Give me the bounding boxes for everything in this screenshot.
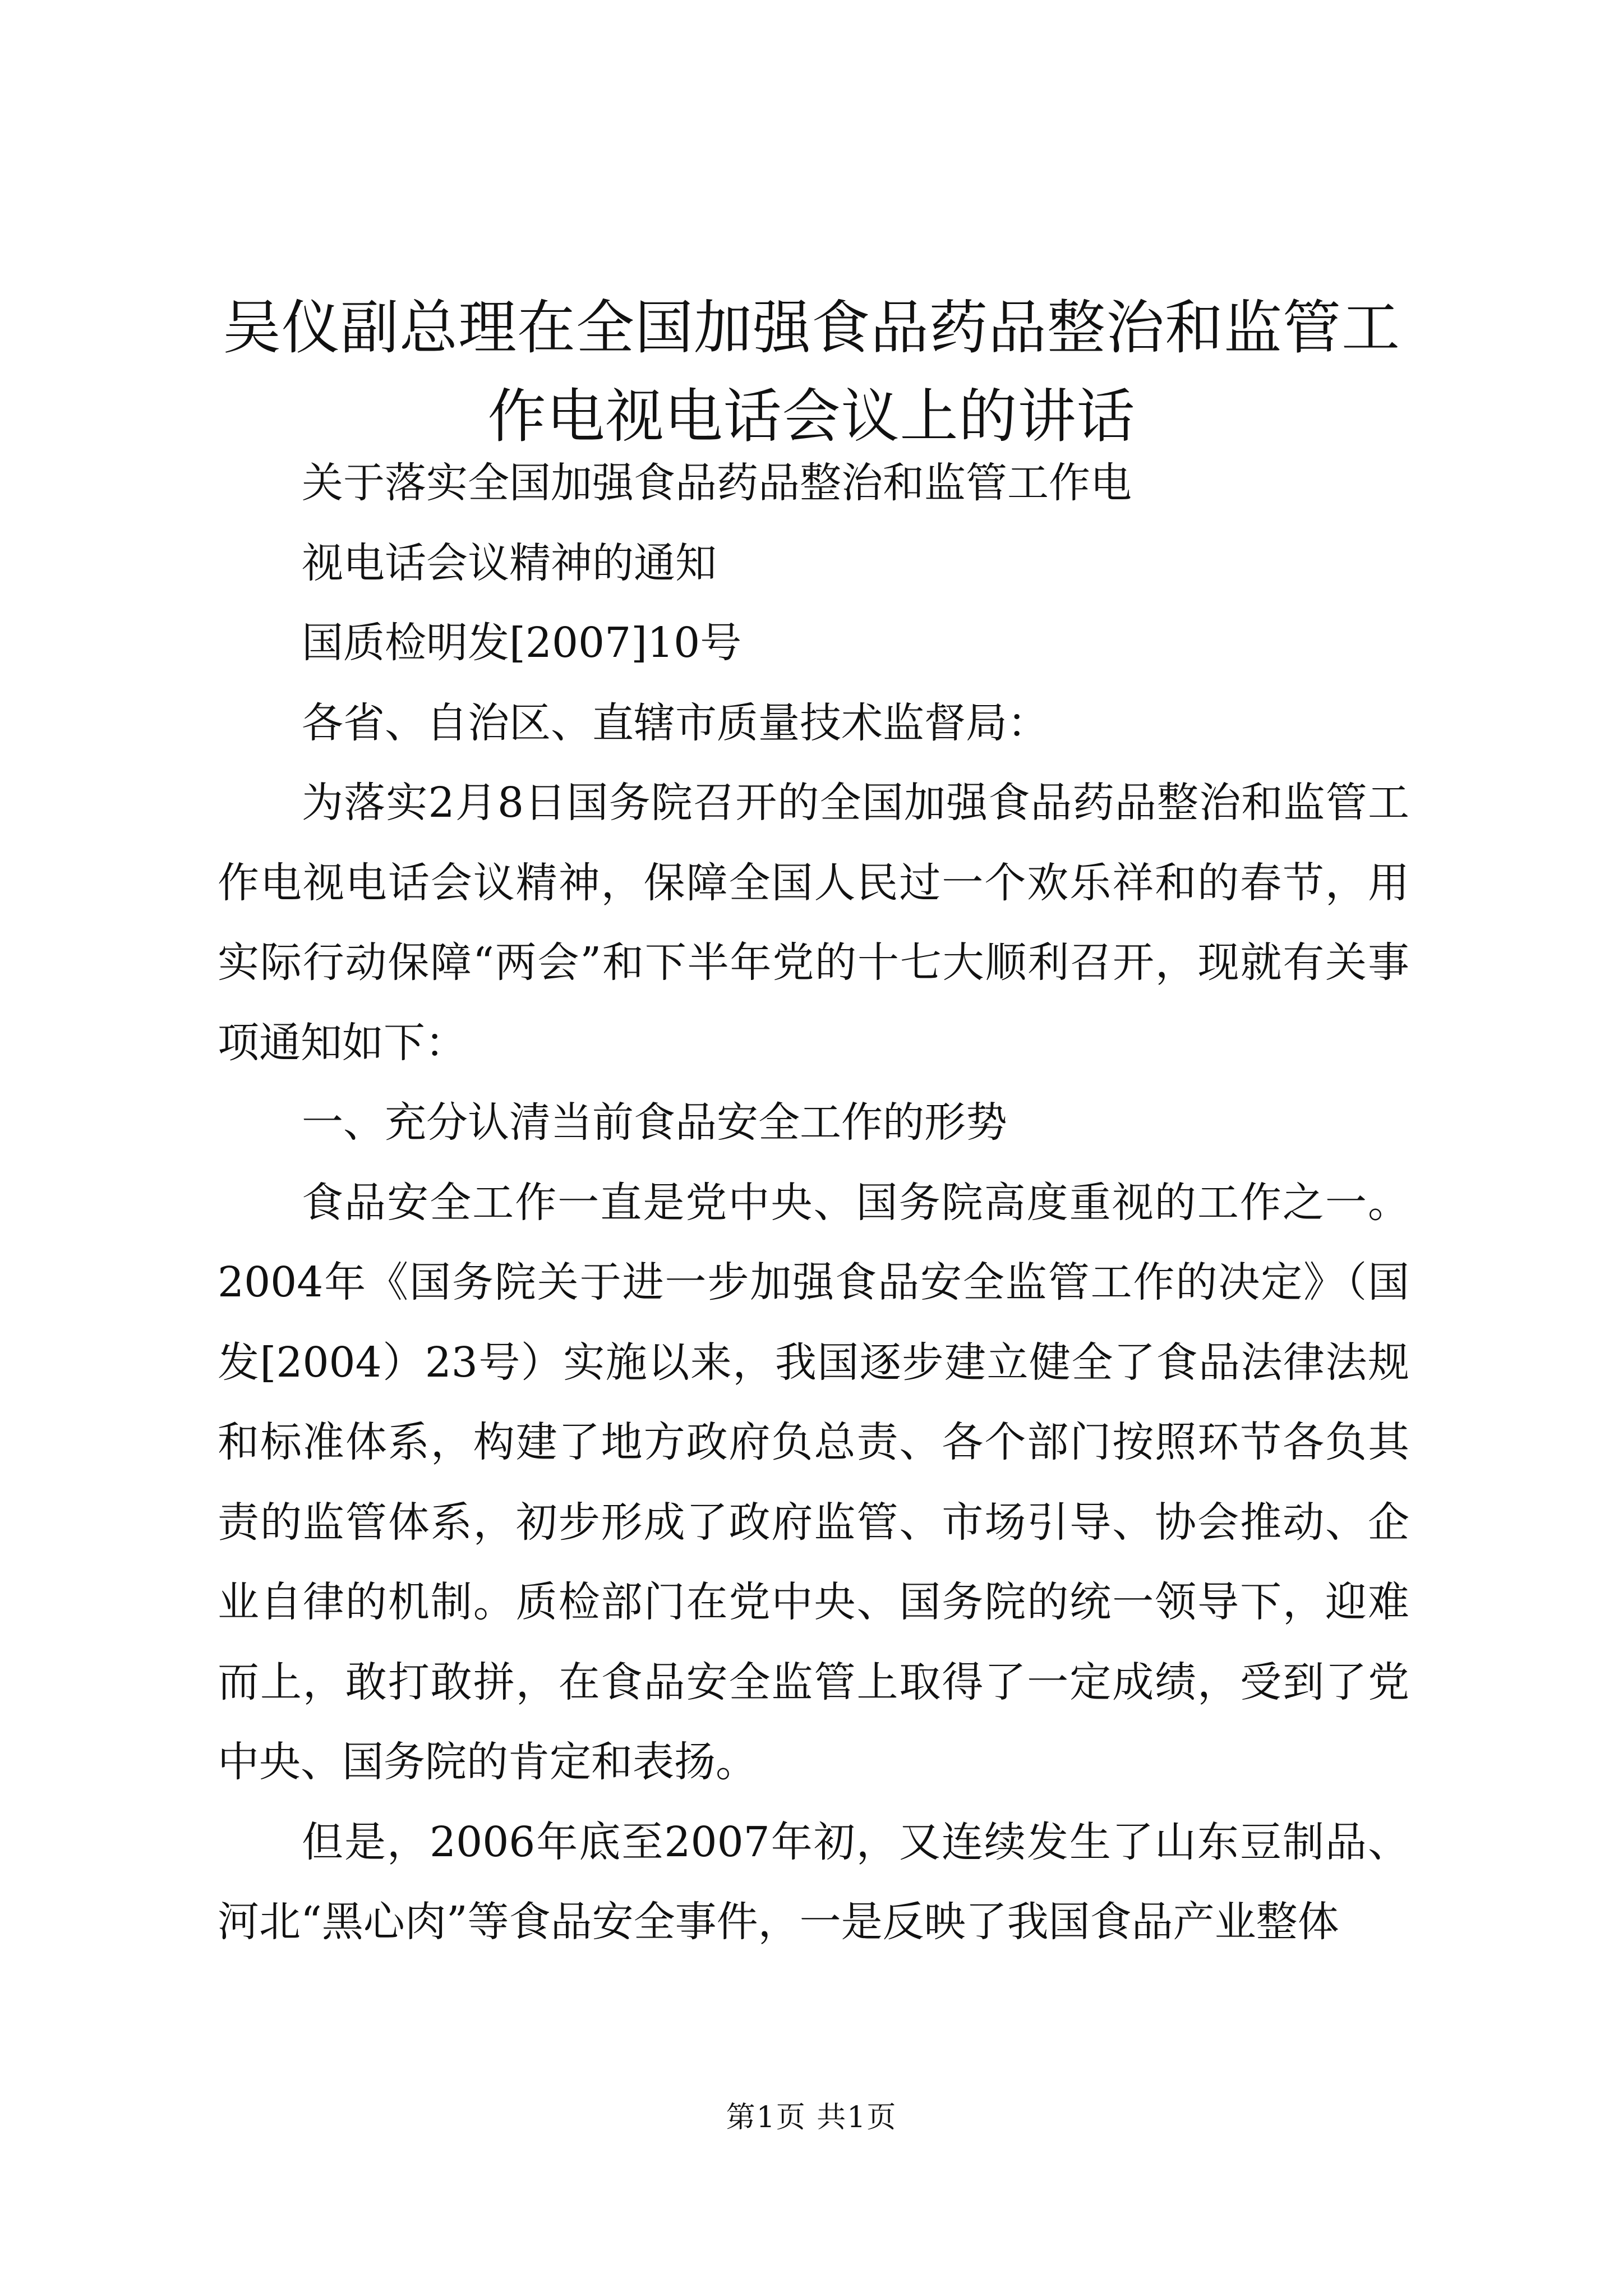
addressee: 各省、自治区、直辖市质量技术监督局：: [302, 698, 1049, 747]
notice-title-line-1: 关于落实全国加强食品药品整治和监管工作电: [302, 459, 1132, 507]
section-heading: 一、充分认清当前食品安全工作的形势: [302, 1098, 1007, 1147]
document-body: [218, 443, 1409, 1962]
notice-title-line-2: 视电话会议精神的通知: [302, 539, 717, 587]
body-paragraph: 但是，2006年底至2007年初，又连续发生了山东豆制品、河北“黑心肉”等食品安全事件，一是反映了我国食品产业整体: [218, 1818, 1409, 1946]
document-title: 吴仪副总理在全国加强食品药品整治和监管工作电视电话会议上的讲话: [222, 293, 1400, 450]
page-footer: 第1页 共1页: [726, 2101, 897, 2134]
document-number: 国质检明发[2007]10号: [302, 619, 742, 667]
intro-paragraph: 为落实2月8日国务院召开的全国加强食品药品整治和监管工作电视电话会议精神，保障全国人民过一个欢乐祥和的春节，用实际行动保障“两会”和下半年党的十七大顺利召开，现就有关事项通知如下：: [218, 779, 1409, 1067]
body-paragraph: 食品安全工作一直是党中央、国务院高度重视的工作之一。2004年《国务院关于进一步加强食品安全监管工作的决定》（国发[2004）23号）实施以来，我国逐步建立健全了食品法律法规和标准体系，构建了地方政府负总责、各个部门按照环节各负其责的监管体系，初步形成了政府监管、市场引导、协会推动、企业自律的机制。质检部门在党中央、国务院的统一领导下，迎难而上，敢打敢拼，在食品安全监管上取得了一定成绩，受到了党中央、国务院的肯定和表扬。: [218, 1178, 1409, 1786]
